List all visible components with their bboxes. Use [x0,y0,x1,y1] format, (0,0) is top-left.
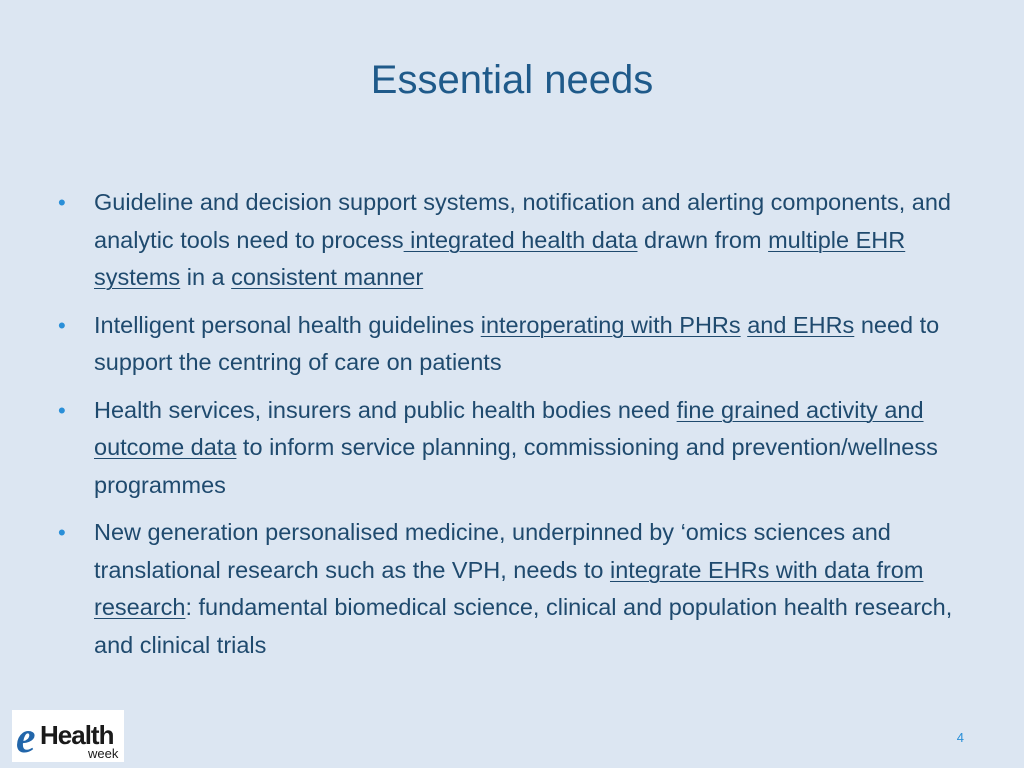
bullet-text: : fundamental biomedical science, clinical and population health research, and clinical trials [94,594,953,658]
bullet-text: need to support the centring of care on patients [94,311,940,375]
bullet-dot-icon: • [58,312,66,338]
logo-word: Health [40,720,114,750]
underlined-phrase: fine grained activity and outcome data [94,396,924,460]
bullet-text: in a [180,264,232,290]
bullet-item [56,307,986,382]
bullet-text: to inform service planning, commissioning and prevention/wellness programmes [94,434,938,498]
bullet-text: drawn from [637,226,769,253]
underlined-phrase: integrate EHRs with data from research [94,556,924,620]
bullet-text: Health services, insurers and public health bodies need [94,396,677,423]
logo-letter: e [16,713,36,762]
bullet-list [56,184,986,674]
underlined-phrase: integrated health data [403,226,638,253]
bullet-item [56,392,986,505]
underlined-phrase: consistent manner [231,264,424,290]
bullet-text: Guideline and decision support systems, notification and alerting components, and analytic tools need to process [94,189,951,253]
bullet-dot-icon: • [58,190,66,215]
bullet-item [56,184,986,297]
bullet-dot-icon: • [58,397,66,423]
bullet-text: Intelligent personal health guidelines [94,311,481,338]
page-number: 4 [956,730,964,745]
bullet-text: New generation personalised medicine, underpinned by ‘omics sciences and translational research such as the VPH, needs to [94,519,891,583]
underlined-phrase: and EHRs [747,311,855,338]
underlined-phrase: interoperating with PHRs [480,311,741,338]
slide-title: Essential needs [370,58,654,102]
underlined-phrase: multiple EHR systems [94,226,906,290]
bullet-item [56,514,986,664]
bullet-dot-icon: • [58,520,66,545]
ehealth-week-logo [12,710,124,762]
logo-sub: week [88,746,119,761]
logo-graphic [12,710,124,762]
